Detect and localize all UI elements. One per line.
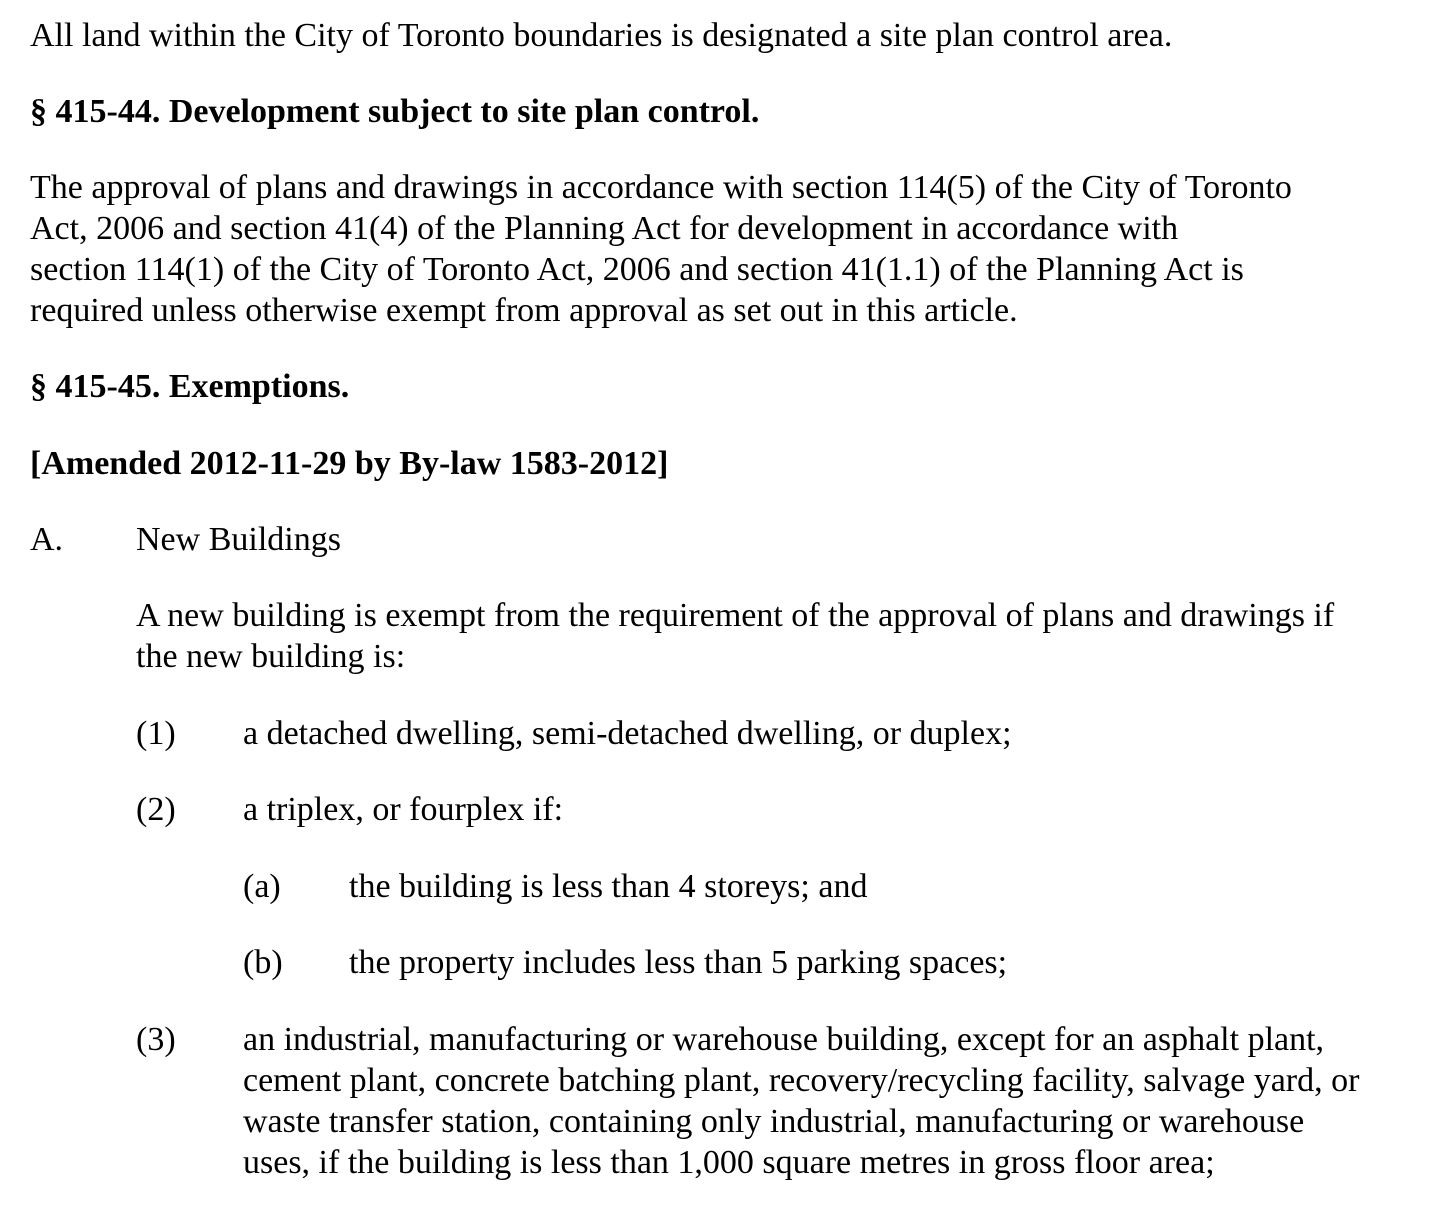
section-heading-415-45: § 415-45. Exemptions. [30,368,350,405]
item-label: (1) [136,715,176,752]
subitem-label: (a) [243,868,281,905]
amendment-note: [Amended 2012-11-29 by By-law 1583-2012] [30,445,669,482]
item-line: uses, if the building is less than 1,000 square metres in gross floor area; [243,1144,1215,1181]
lead-line: the new building is: [136,638,406,675]
item-line: an industrial, manufacturing or warehouse building, except for an asphalt plant, [243,1021,1325,1058]
item-line: cement plant, concrete batching plant, recovery/recycling facility, salvage yard, or [243,1062,1360,1099]
lead-line: A new building is exempt from the requirement of the approval of plans and drawings if [136,597,1335,634]
item-text: a triplex, or fourplex if: [243,791,564,828]
item-label: (2) [136,791,176,828]
subsection-label: A. [30,521,64,558]
section-415-44-body [30,167,1292,331]
body-line: required unless otherwise exempt from approval as set out in this article. [30,292,1018,329]
item-label: (3) [136,1021,176,1058]
subitem-text: the building is less than 4 storeys; and [349,868,868,905]
subsection-title: New Buildings [136,521,341,558]
section-heading-415-44: § 415-44. Development subject to site plan control. [30,93,760,130]
item-line: waste transfer station, containing only industrial, manufacturing or warehouse [243,1103,1305,1140]
subitem-label: (b) [243,944,283,981]
subitem-text: the property includes less than 5 parking spaces; [349,944,1008,981]
body-line: section 114(1) of the City of Toronto Act, 2006 and section 41(1.1) of the Planning Act is [30,251,1244,288]
body-line: Act, 2006 and section 41(4) of the Planning Act for development in accordance with [30,210,1179,247]
body-line: The approval of plans and drawings in accordance with section 114(5) of the City of Toronto [30,169,1292,206]
subsection-lead [136,595,1334,677]
item-text-block [243,1019,1359,1183]
intro-text: All land within the City of Toronto boundaries is designated a site plan control area. [30,17,1173,54]
item-text: a detached dwelling, semi-detached dwelling, or duplex; [243,715,1012,752]
